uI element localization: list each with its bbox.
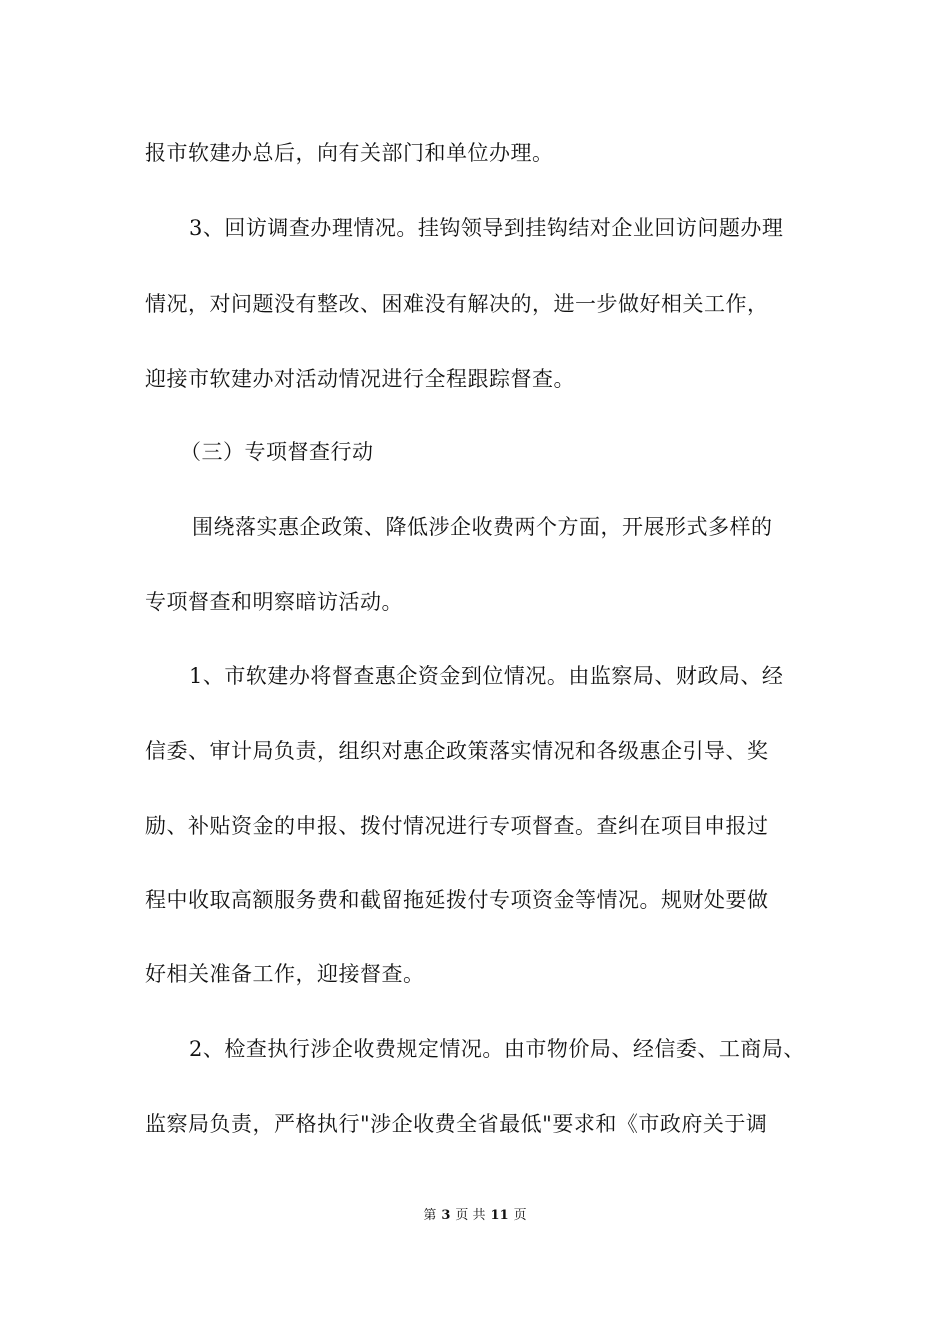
paragraph-line: 1、市软建办将督查惠企资金到位情况。由监察局、财政局、经 <box>189 664 784 688</box>
paragraph-line: 信委、审计局负责，组织对惠企政策落实情况和各级惠企引导、奖 <box>145 739 769 763</box>
page-footer <box>0 1207 950 1225</box>
paragraph-line: 励、补贴资金的申报、拨付情况进行专项督查。查纠在项目申报过 <box>145 814 769 838</box>
paragraph-line: 监察局负责，严格执行"涉企收费全省最低"要求和《市政府关于调 <box>145 1112 768 1136</box>
footer-suffix: 页 <box>513 1208 527 1223</box>
paragraph-line: 好相关准备工作，迎接督查。 <box>145 962 425 986</box>
paragraph-line: 报市软建办总后，向有关部门和单位办理。 <box>145 141 554 165</box>
paragraph-line: 专项督查和明察暗访活动。 <box>145 590 403 614</box>
total-page-count: 11 <box>490 1208 509 1223</box>
paragraph-line: 迎接市软建办对活动情况进行全程跟踪督查。 <box>145 367 575 391</box>
paragraph-line: 3、回访调查办理情况。挂钩领导到挂钩结对企业回访问题办理 <box>189 216 784 240</box>
paragraph-line: 围绕落实惠企政策、降低涉企收费两个方面，开展形式多样的 <box>192 515 773 539</box>
footer-prefix: 第 <box>423 1208 437 1223</box>
section-heading: （三）专项督查行动 <box>180 440 374 464</box>
paragraph-line: 2、检查执行涉企收费规定情况。由市物价局、经信委、工商局、 <box>189 1037 805 1061</box>
paragraph-line: 情况，对问题没有整改、困难没有解决的，进一步做好相关工作， <box>145 292 769 316</box>
footer-middle: 页 共 <box>455 1208 486 1223</box>
paragraph-line: 程中收取高额服务费和截留拖延拨付专项资金等情况。规财处要做 <box>145 888 769 912</box>
current-page-number: 3 <box>441 1208 451 1223</box>
